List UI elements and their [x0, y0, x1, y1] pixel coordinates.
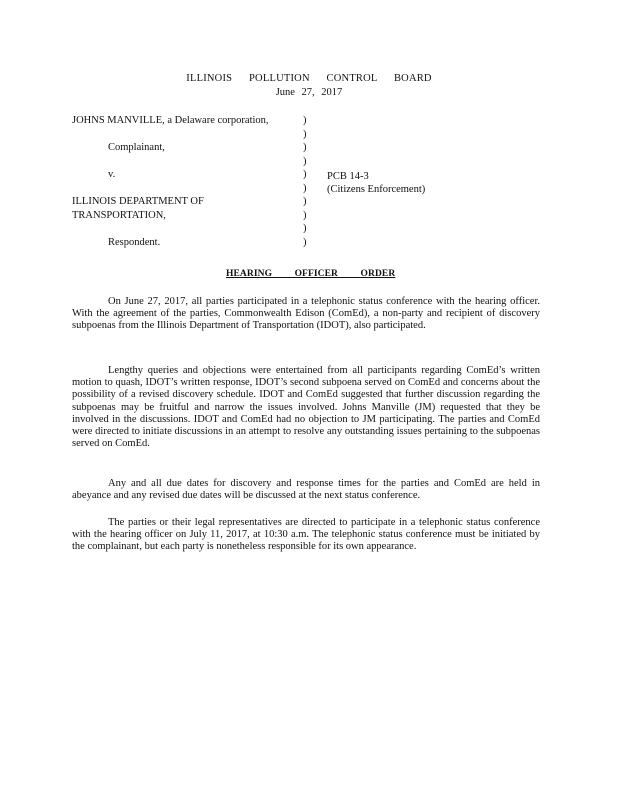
- case-type: (Citizens Enforcement): [327, 184, 426, 195]
- paragraph-text: The parties or their legal representatives are directed to participate in a telephonic status conference with the hearing officer on July 11, 2017, at 10:30 a.m. The telephonic status conference must be initiated by the complainant, but each party is nonetheless responsible for its own appearance.: [72, 517, 540, 553]
- order-paragraph-4: [72, 517, 540, 554]
- caption-parenthesis-column: [303, 114, 313, 249]
- paragraph-text: Lengthy queries and objections were entertained from all participants regarding ComEd’s written motion to quash, IDOT’s written response, IDOT’s second subpoena served on ComEd and concerns about the possibility of a revised discovery schedule. IDOT and ComEd suggested that further discussion regarding the subpoenas may be fruitful and narrow the issues involved. Johns Manville (JM) requested that they be involved in the discussions. IDOT and ComEd had no objection to JM participating. The parties and ComEd were directed to initiate discussions in an attempt to resolve any outstanding issues pertaining to the subpoenas served on ComEd.: [72, 365, 540, 450]
- case-number: PCB 14-3: [327, 171, 369, 182]
- complainant-name: JOHNS MANVILLE, a Delaware corporation,: [72, 115, 269, 126]
- paragraph-text: On June 27, 2017, all parties participated in a telephonic status conference with the hearing officer. With the agreement of the parties, Commonwealth Edison (ComEd), a non-party and recipient of discovery subpoenas from the Illinois Department of Transportation (IDOT), also participated.: [72, 296, 540, 332]
- caption-paren: ): [303, 196, 307, 207]
- case-caption-number: [327, 170, 425, 196]
- caption-paren: ): [303, 236, 307, 248]
- respondent-name-line1: ILLINOIS DEPARTMENT OF: [72, 196, 204, 207]
- caption-paren: ): [303, 155, 307, 167]
- caption-spacer: [72, 222, 312, 236]
- caption-paren: ): [303, 128, 307, 140]
- paragraph-text: Any and all due dates for discovery and response times for the parties and ComEd are held in abeyance and any revised due dates will be discussed at the next status conference.: [72, 478, 540, 502]
- caption-paren: ): [303, 169, 307, 180]
- complainant-label: Complainant,: [108, 142, 165, 153]
- order-date: June 27, 2017: [275, 87, 343, 98]
- order-paragraph-3: [72, 478, 540, 502]
- caption-paren: ): [303, 223, 307, 234]
- caption-paren: ): [303, 115, 307, 126]
- caption-paren: ): [303, 182, 307, 194]
- order-paragraph-1: [72, 296, 540, 333]
- caption-paren: ): [303, 142, 307, 153]
- caption-spacer: [72, 182, 312, 196]
- respondent-name-line2: TRANSPORTATION,: [72, 209, 166, 221]
- caption-paren: ): [303, 209, 307, 221]
- versus-label: v.: [108, 169, 116, 180]
- order-paragraph-2: [72, 365, 540, 450]
- caption-spacer: [72, 155, 312, 169]
- board-title: ILLINOIS POLLUTION CONTROL BOARD: [186, 73, 432, 84]
- respondent-label: Respondent.: [108, 236, 161, 248]
- order-title: HEARING OFFICER ORDER: [226, 269, 396, 279]
- case-caption-parties: [72, 114, 312, 249]
- caption-spacer: [72, 128, 312, 142]
